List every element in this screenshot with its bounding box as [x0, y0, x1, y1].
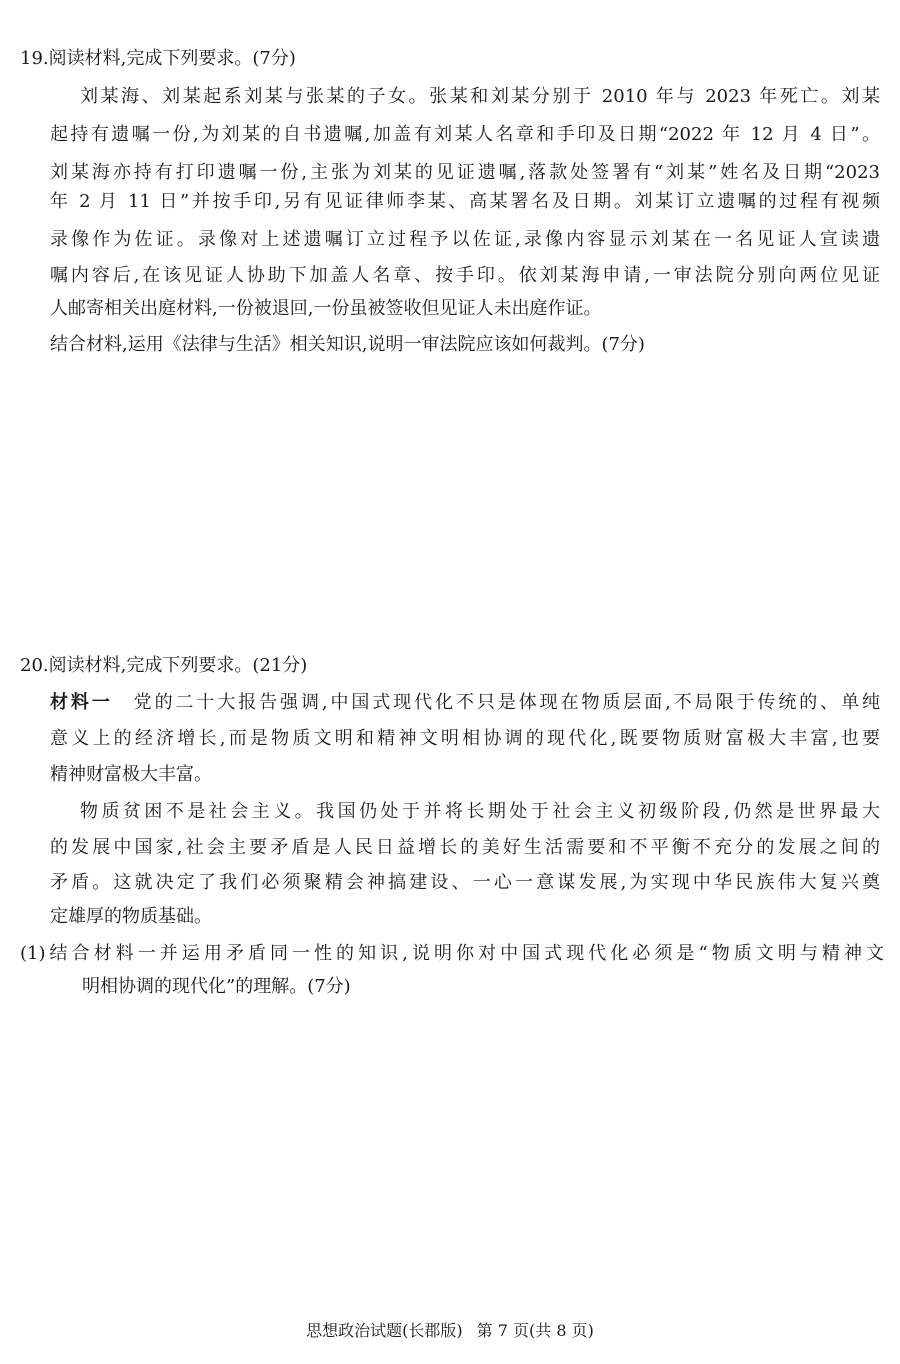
- q19-material-line: 刘某海亦持有打印遗嘱一份,主张为刘某的见证遗嘱,落款处签署有“刘某”姓名及日期“2023: [50, 162, 880, 183]
- q19-material-line: 刘某海、刘某起系刘某与张某的子女。张某和刘某分别于 2010 年与 2023 年死亡。刘某: [80, 86, 880, 107]
- q19-material-line: 录像作为佐证。录像对上述遗嘱订立过程予以佐证,录像内容显示刘某在一名见证人宣读遗: [50, 229, 880, 250]
- q19-material-line: 人邮寄相关出庭材料,一份被退回,一份虽被签收但见证人未出庭作证。: [50, 298, 602, 319]
- q20-material1-line: 意义上的经济增长,而是物质文明和精神文明相协调的现代化,既要物质财富极大丰富,也要: [50, 728, 880, 749]
- q20-paragraph-line: 物质贫困不是社会主义。我国仍处于并将长期处于社会主义初级阶段,仍然是世界最大: [80, 801, 880, 822]
- footer-subject: 思想政治试题(长郡版): [306, 1321, 463, 1340]
- question-19-task: 结合材料,运用《法律与生活》相关知识,说明一审法院应该如何裁判。(7分): [50, 334, 645, 355]
- q19-material-line: 年 2 月 11 日”并按手印,另有见证律师李某、高某署名及日期。刘某订立遗嘱的过程有视频: [50, 191, 880, 212]
- question-20-heading: 20.阅读材料,完成下列要求。(21分): [20, 655, 308, 676]
- page-footer: [0, 1320, 900, 1342]
- q20-material1-line: [50, 691, 880, 715]
- question-19-heading: 19.阅读材料,完成下列要求。(7分): [20, 48, 296, 69]
- q20-paragraph-line: 矛盾。这就决定了我们必须聚精会神搞建设、一心一意谋发展,为实现中华民族伟大复兴奠: [50, 872, 880, 893]
- q20-paragraph-line: 的发展中国家,社会主要矛盾是人民日益增长的美好生活需要和不平衡不充分的发展之间的: [50, 837, 880, 858]
- q20-subquestion-1-cont: 明相协调的现代化”的理解。(7分): [82, 976, 351, 997]
- q19-material-line: 起持有遗嘱一份,为刘某的自书遗嘱,加盖有刘某人名章和手印及日期“2022 年 12 月 4 日”。: [50, 124, 880, 145]
- q20-paragraph-line: 定雄厚的物质基础。: [50, 906, 212, 927]
- q20-material1-text: 党的二十大报告强调,中国式现代化不只是体现在物质层面,不局限于传统的、单纯: [130, 692, 880, 713]
- q20-subquestion-1: (1)结合材料一并运用矛盾同一性的知识,说明你对中国式现代化必须是“物质文明与精神文: [20, 943, 884, 964]
- material-1-label: 材料一: [50, 692, 113, 713]
- q20-material1-line: 精神财富极大丰富。: [50, 764, 212, 785]
- footer-page-number: 第 7 页(共 8 页): [476, 1321, 594, 1340]
- q19-material-line: 嘱内容后,在该见证人协助下加盖人名章、按手印。依刘某海申请,一审法院分别向两位见证: [50, 265, 880, 286]
